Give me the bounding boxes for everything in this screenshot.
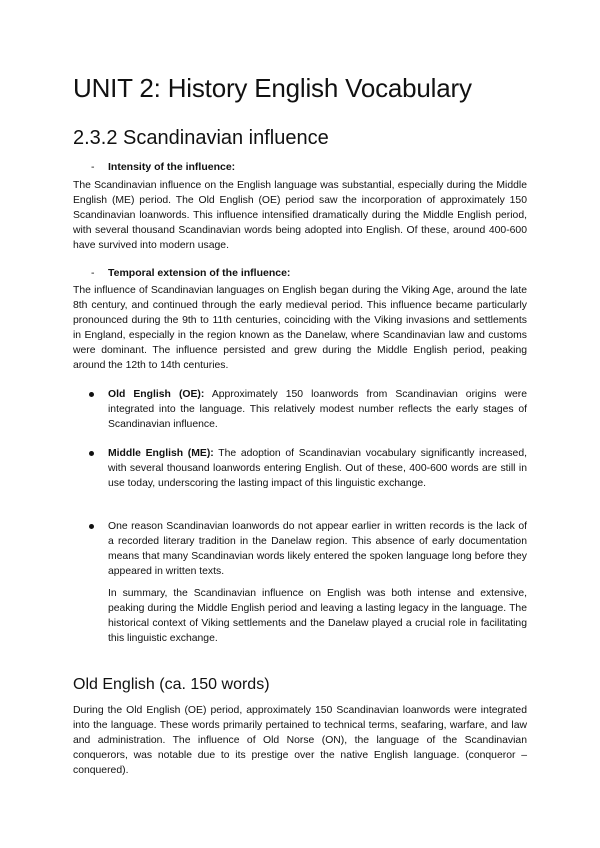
bullet-term: Old English (OE):: [108, 389, 205, 400]
bullet-body: The adoption of Scandinavian vocabulary significantly increased, with several thousand loanwords entering English. Out of these, 400-600 words are still in use today, underscoring the lasting impact of this linguistic exchange.: [108, 448, 528, 489]
bullet-dot-icon: [89, 392, 94, 397]
intensity-paragraph: The Scandinavian influence on the English language was substantial, especially during the Middle English (ME) period. The Old English (OE) period saw the incorporation of approximately 150 Scandinavian loanwords. This influence intensified dramatically during the Middle English period, with several thousand Scandinavian words being adopted into English. Of these, around 400-600 have survived into modern usage.: [73, 180, 527, 251]
intensity-heading: [91, 160, 235, 174]
bullet-dot-icon: [89, 524, 94, 529]
bullet-reason: [89, 519, 527, 579]
bullet-body: Approximately 150 loanwords from Scandinavian origins were integrated into the language. This relatively modest number reflects the early stages of Scandinavian influence.: [108, 389, 527, 430]
bullet-text: [89, 519, 527, 579]
bullet-old-english: [89, 387, 527, 432]
temporal-heading-text: Temporal extension of the influence:: [108, 267, 291, 279]
old-english-title: Old English (ca. 150 words): [73, 676, 270, 693]
intensity-heading-text: Intensity of the influence:: [108, 161, 236, 173]
bullet-middle-english: [89, 446, 527, 491]
section-title: 2.3.2 Scandinavian influence: [73, 127, 329, 149]
temporal-heading: [91, 266, 290, 280]
bullet-term: Middle English (ME):: [108, 448, 214, 459]
bullet-body: One reason Scandinavian loanwords do not appear earlier in written records is the lack of a recorded literary tradition in the Danelaw region. This absence of early documentation means that many Scandinavian words likely entered the spoken language long before they appeared in written texts.: [108, 521, 527, 577]
bullet-text: [89, 387, 527, 432]
summary-paragraph: In summary, the Scandinavian influence on English was both intense and extensive, peaking during the Middle English period and leaving a lasting legacy in the language. The historical context of Viking settlements and the Danelaw played a crucial role in facilitating this linguistic exchange.: [108, 588, 527, 644]
bullet-text: [89, 446, 527, 491]
dash-marker: -: [91, 267, 95, 279]
dash-marker: -: [91, 161, 95, 173]
old-english-paragraph: During the Old English (OE) period, approximately 150 Scandinavian loanwords were integrated into the language. These words primarily pertained to technical terms, seafaring, warfare, and law and administration. The influence of Old Norse (ON), the language of the Scandinavian conquerors, was notable due to its prestige over the native English language. (conqueror – conquered).: [73, 705, 527, 776]
temporal-paragraph: The influence of Scandinavian languages on English began during the Viking Age, around the late 8th century, and continued through the early medieval period. This influence became particularly pronounced during the 9th to 11th centuries, coinciding with the Viking invasions and settlements in England, especially in the region known as the Danelaw, where Scandinavian law and customs were dominant. The influence persisted and grew during the Middle English period, peaking around the 12th to 14th centuries.: [73, 285, 527, 371]
unit-title: UNIT 2: History English Vocabulary: [73, 73, 472, 103]
bullet-dot-icon: [89, 451, 94, 456]
